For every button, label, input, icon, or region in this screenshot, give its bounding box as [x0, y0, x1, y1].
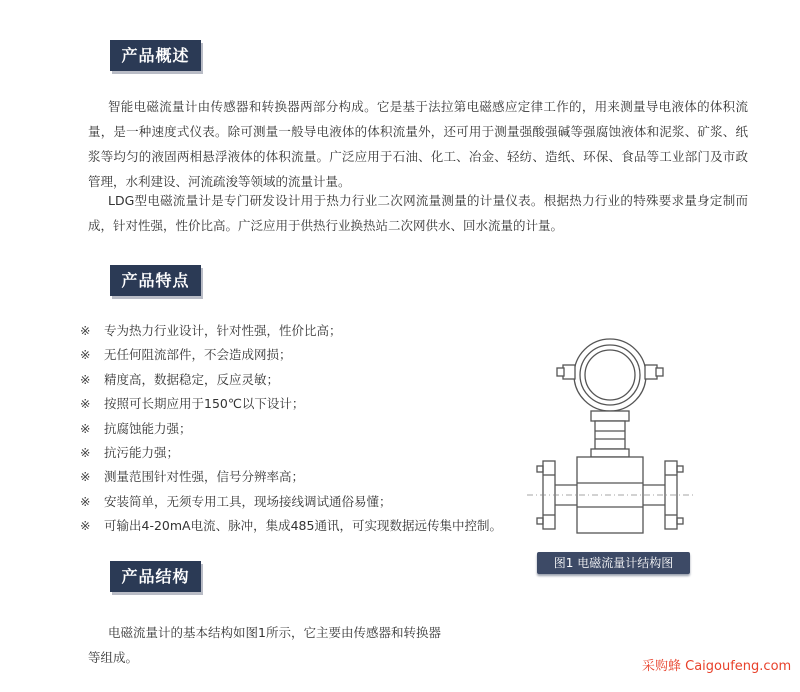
reference-mark-icon: ※: [80, 323, 91, 338]
reference-mark-icon: ※: [80, 518, 91, 534]
flowmeter-structure-drawing: [525, 335, 715, 545]
reference-mark-icon: ※: [80, 347, 91, 363]
reference-mark-icon: ※: [80, 444, 91, 460]
feature-item: ※ 安装简单，无须专用工具，现场接线调试通俗易懂；: [80, 490, 502, 514]
feature-item: ※ 精度高，数据稳定，反应灵敏；: [80, 368, 502, 392]
feature-item: ※ 测量范围针对性强，信号分辨率高；: [80, 465, 502, 489]
reference-mark-icon: ※: [80, 493, 91, 509]
reference-mark-icon: ※: [80, 396, 91, 412]
structure-heading: 产品结构: [110, 561, 201, 592]
figure-caption: 图1 电磁流量计结构图: [537, 552, 690, 574]
feature-list: [80, 319, 502, 539]
feature-item: ※ 可输出4-20mA电流、脉冲，集成485通讯，可实现数据远传集中控制。: [80, 514, 502, 538]
feature-item: ※ 抗腐蚀能力强；: [80, 417, 502, 441]
feature-item: ※ 无任何阻流部件，不会造成网损；: [80, 343, 502, 367]
feature-item: ※ 抗污能力强；: [80, 441, 502, 465]
reference-mark-icon: ※: [80, 420, 91, 436]
watermark-text: 采购蜂 Caigoufeng.com: [642, 659, 792, 674]
structure-paragraph: 电磁流量计的基本结构如图1所示，它主要由传感器和转换器等组成。: [88, 625, 441, 665]
reference-mark-icon: ※: [80, 469, 91, 485]
reference-mark-icon: ※: [80, 371, 91, 387]
overview-paragraph-1: 智能电磁流量计由传感器和转换器两部分构成。它是基于法拉第电磁感应定律工作的，用来测量导电液体的体积流量，是一种速度式仪表。除可测量一般导电液体的体积流量外，还可用于测量强酸强碱等强腐蚀液体和泥浆、矿浆、纸浆等均匀的液固两相悬浮液体的体积流量。广泛应用于石油、化工、冶金、轻纺、造纸、环保、食品等工业部门及市政管理，水利建设、河流疏浚等领域的流量计量。: [88, 99, 748, 189]
overview-heading: 产品概述: [110, 40, 201, 71]
feature-item: ※ 专为热力行业设计，针对性强，性价比高；: [80, 319, 502, 343]
overview-paragraph-2: LDG型电磁流量计是专门研发设计用于热力行业二次网流量测量的计量仪表。根据热力行业的特殊要求量身定制而成，针对性强，性价比高。广泛应用于供热行业换热站二次网供水、回水流量的计量。: [88, 193, 748, 233]
feature-item: ※ 按照可长期应用于150℃以下设计；: [80, 392, 502, 416]
features-heading: 产品特点: [110, 265, 201, 296]
